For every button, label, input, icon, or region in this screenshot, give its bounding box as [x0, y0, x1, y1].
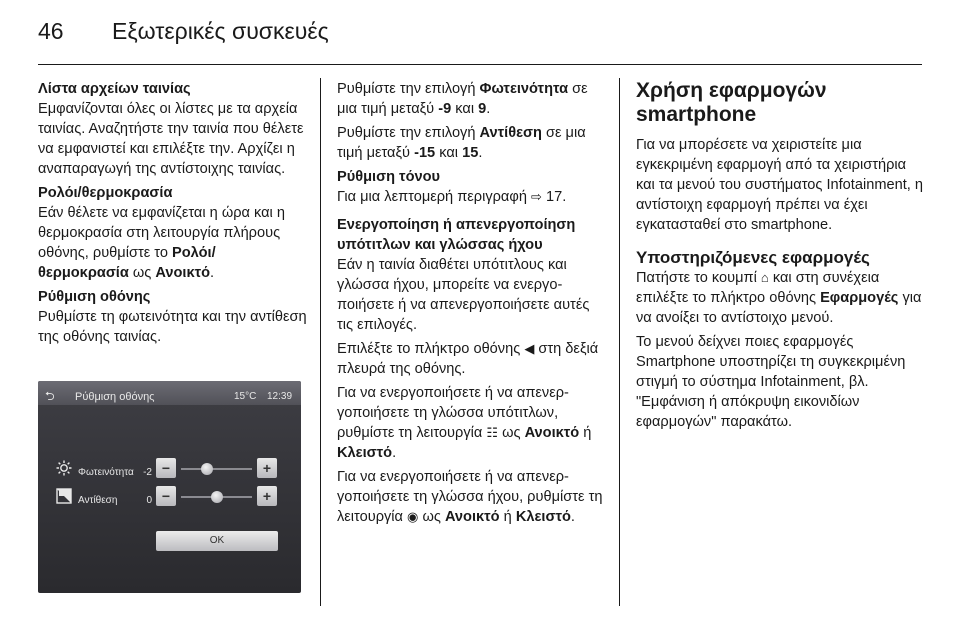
contrast-slider-knob[interactable]: [211, 491, 223, 503]
heading-subtitles: Ενεργοποίηση ή απενεργοποίηση υπότιτλων και γλώσσας ήχου: [337, 217, 576, 253]
page-header: [0, 0, 960, 66]
heading-tone: Ρύθμιση τόνου: [337, 169, 441, 185]
column-left: [38, 79, 310, 593]
contrast-minus-button[interactable]: −: [156, 486, 176, 506]
contrast-value: 0: [146, 495, 152, 506]
home-icon: ⌂: [760, 270, 769, 285]
paragraph-brightness-range: Ρυθμίστε την επιλογή Φωτεινότητα σε μια τιμή μεταξύ -9 και 9.: [337, 81, 588, 117]
screen-title-bar: [38, 381, 301, 405]
heading-display: Ρύθμιση οθόνης: [38, 289, 151, 305]
heading-smartphone-apps: Χρήση εφαρμογών smartphone: [636, 79, 827, 126]
paragraph-supported-apps: Πατήστε το κουμπί ⌂ και στη συνέχεια επιλέξτε το πλήκτρο οθόνης Εφαρμογές για να ανοίξει το αντίστοιχο μενού.: [636, 270, 922, 326]
back-arrow-icon[interactable]: ⮌: [45, 389, 55, 403]
page-number: 46: [38, 18, 64, 44]
paragraph-contrast-range: Ρυθμίστε την επιλογή Αντίθεση σε μια τιμή μεταξύ -15 και 15.: [337, 125, 586, 161]
brightness-row: [38, 457, 301, 481]
paragraph-display: Ρυθμίστε τη φωτεινότητα και την αντίθεση της οθόνης ταινίας.: [38, 309, 307, 345]
paragraph-select-key: Επιλέξτε το πλήκτρο οθόνης ◀ στη δεξιά πλευρά της οθόνης.: [337, 341, 599, 377]
left-triangle-icon: ◀: [524, 341, 535, 356]
heading-movie-list: Λίστα αρχείων ταινίας: [38, 81, 191, 97]
paragraph-smartphone-apps: Για να μπορέσετε να χειριστείτε μια εγκεκριμένη εφαρμογή από τα χειριστήρια και τα μενού του συστήματος Infotainment, η αντίστοιχη εφαρμογή πρέπει να έχει εγκατασταθεί στο smartphone.: [636, 137, 924, 233]
display-settings-screenshot: [38, 381, 301, 593]
screen-temperature: 15°C: [234, 391, 257, 402]
paragraph-subtitles: Εάν η ταινία διαθέτει υπότιτλους και γλώσσα ήχου, μπορείτε να ενεργοποιήσετε ή να απενεργοποιήσετε αυτές τις επιλογές.: [337, 257, 590, 333]
paragraph-audio-toggle: Για να ενεργοποιήσετε ή να απενεργοποιήσετε τη γλώσσα ήχου, ρυθμίστε τη λειτουργία ◉ ως Ανοικτό ή Κλειστό.: [337, 469, 603, 525]
column-right: [636, 79, 924, 432]
screen-title: Ρύθμιση οθόνης: [75, 391, 155, 403]
contrast-row: [38, 485, 301, 509]
screen-time: 12:39: [267, 391, 293, 402]
paragraph-clock: Εάν θέλετε να εμφανίζεται η ώρα και η θερμοκρασία στη λειτουργία πλήρους οθόνης, ρυθμίστε το Ρολόι/ θερμοκρασία ως Ανοικτό.: [38, 205, 285, 281]
contrast-icon: [56, 488, 72, 504]
brightness-label: Φωτεινότητα: [78, 467, 134, 478]
page-title: Εξωτερικές συσκευές: [112, 18, 329, 44]
paragraph-tone: Για μια λεπτομερή περιγραφή ⇨ 17.: [337, 189, 567, 205]
brightness-slider-track[interactable]: [181, 468, 252, 470]
paragraph-movie-list: Εμφανίζονται όλες οι λίστες με τα αρχεία ταινίας. Αναζητήστε την ταινία που θέλετε να εμφανιστεί και επιλέξτε την. Αρχίζει η αναπαραγωγή της αντίστοιχης ταινίας.: [38, 101, 304, 177]
brightness-value: -2: [143, 467, 152, 478]
heading-supported-apps: Υποστηριζόμενες εφαρμογές: [636, 248, 870, 267]
header-rule: [38, 64, 922, 65]
column-divider: [619, 78, 620, 606]
paragraph-apps-menu: Το μενού δείχνει ποιες εφαρμογές Smartphone υποστηρίζει τη συγκεκριμένη στιγμή το σύστημα Infotainment, βλ. "Εμφάνιση ή απόκρυψη εικονιδίων εφαρμογών" παρακάτω.: [636, 334, 906, 430]
contrast-label: Αντίθεση: [78, 495, 118, 506]
column-divider: [320, 78, 321, 606]
reference-arrow-icon: ⇨: [531, 189, 542, 204]
ok-button[interactable]: OK: [156, 531, 278, 551]
paragraph-subtitle-toggle: Για να ενεργοποιήσετε ή να απενεργοποιήσετε τη γλώσσα υπότιτλων, ρυθμίστε τη λειτουργία ☷ ως Ανοικτό ή Κλειστό.: [337, 385, 592, 461]
subtitle-icon: ☷: [486, 425, 499, 440]
column-middle: [337, 79, 609, 527]
brightness-plus-button[interactable]: +: [257, 458, 277, 478]
brightness-minus-button[interactable]: −: [156, 458, 176, 478]
brightness-sun-icon: [56, 460, 72, 476]
audio-language-icon: ◉: [407, 509, 419, 524]
heading-clock: Ρολόι/θερμοκρασία: [38, 185, 173, 201]
brightness-slider-knob[interactable]: [201, 463, 213, 475]
contrast-plus-button[interactable]: +: [257, 486, 277, 506]
